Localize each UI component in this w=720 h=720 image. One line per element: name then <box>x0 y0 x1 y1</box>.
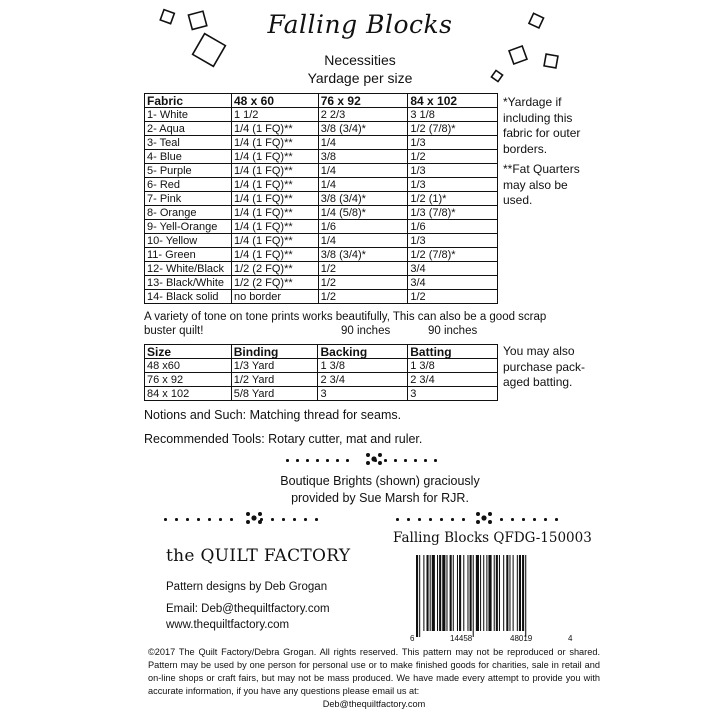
section-heading: Necessities <box>324 52 396 68</box>
table-cell: 3/8 (3/4)* <box>318 248 408 262</box>
barcode-bar <box>509 555 510 631</box>
table-cell: 2 2/3 <box>318 108 408 122</box>
table-cell: 8- Orange <box>145 206 232 220</box>
table-cell: 14- Black solid <box>145 290 232 304</box>
table-cell: 1/3 (7/8)* <box>408 206 498 220</box>
table-cell: 1/2 (2 FQ)** <box>231 276 318 290</box>
barcode-bar <box>437 555 438 631</box>
table-cell: 3/8 (3/4)* <box>318 122 408 136</box>
fabric-row <box>145 150 498 164</box>
pattern-id: Falling Blocks QFDG-150003 <box>393 530 592 546</box>
barcode-bar <box>457 555 458 631</box>
barcode-bar <box>432 555 435 631</box>
barcode-bar <box>499 555 500 631</box>
table-header-row <box>145 345 498 359</box>
barcode-bar <box>513 555 514 631</box>
table-cell: 1/4 (1 FQ)** <box>231 122 318 136</box>
notions-line: Notions and Such: Matching thread for seams. <box>144 408 402 422</box>
table-cell: 1/4 <box>318 164 408 178</box>
batting-width-label: 90 inches <box>428 325 478 337</box>
barcode-bar <box>450 555 452 631</box>
table-cell: 1/4 (5/8)* <box>318 206 408 220</box>
barcode-bar <box>488 555 491 631</box>
table-cell: 1/4 (1 FQ)** <box>231 248 318 262</box>
table-cell: 1 3/8 <box>408 359 498 373</box>
fabric-row <box>145 164 498 178</box>
table-cell: no border <box>231 290 318 304</box>
table-cell: 1/2 <box>318 290 408 304</box>
table-cell: 1/4 (1 FQ)** <box>231 220 318 234</box>
section-subheading: Yardage per size <box>307 70 413 86</box>
barcode-bar <box>427 555 429 631</box>
barcode-bar <box>419 555 420 637</box>
table-cell: 1/4 (1 FQ)** <box>231 164 318 178</box>
column-header: Size <box>145 345 232 359</box>
table-cell: 1/6 <box>408 220 498 234</box>
table-cell: 3/4 <box>408 262 498 276</box>
variety-paragraph: A variety of tone on tone prints works beautifully, This can also be a good scrap buster quilt! <box>144 311 547 337</box>
fabric-row <box>145 206 498 220</box>
fabric-row <box>145 220 498 234</box>
table-cell: 3/8 (3/4)* <box>318 192 408 206</box>
barcode-bar <box>506 555 508 631</box>
barcode-bar <box>459 555 461 631</box>
barcode-bar <box>467 555 468 631</box>
copyright-footer: ©2017 The Quilt Factory/Debra Grogan. All rights reserved. This pattern may not be reproduced or shared. Pattern may be used by one person for personal use or to make finished goods for charities, sale in retail and on-line shops or craft fairs, but may not be mass produced. We have made every attempt to provide you with accurate information, if you have any questions please email us at: Deb@thequiltfactory.com <box>148 647 600 709</box>
column-header: Backing <box>318 345 408 359</box>
barcode-bar <box>463 555 464 631</box>
ornament-divider <box>286 455 436 465</box>
table-cell: 1/2 (2 FQ)** <box>231 262 318 276</box>
column-header: 76 x 92 <box>318 94 408 108</box>
yardage-note: *Yardage if including this fabric for outer borders. <box>503 95 581 156</box>
table-cell: 1/2 <box>318 262 408 276</box>
backing-width-label: 90 inches <box>341 325 391 337</box>
flower-ornament-icon <box>244 511 264 525</box>
fabric-row <box>145 108 498 122</box>
fabric-row <box>145 178 498 192</box>
table-cell: 1/4 (1 FQ)** <box>231 234 318 248</box>
table-cell: 1/2 (7/8)* <box>408 122 498 136</box>
brand-logo: the QUILT FACTORY <box>166 546 351 566</box>
table-cell: 1/3 <box>408 178 498 192</box>
sizes-table <box>144 344 498 401</box>
table-cell: 1/2 <box>408 290 498 304</box>
barcode-bar <box>473 555 474 637</box>
fabric-row <box>145 122 498 136</box>
barcode-bar <box>517 555 518 631</box>
table-cell: 9- Yell-Orange <box>145 220 232 234</box>
barcode-bar <box>486 555 487 631</box>
table-header-row <box>145 94 498 108</box>
designer-line: Pattern designs by Deb Grogan <box>166 581 328 593</box>
table-cell: 1/2 <box>408 150 498 164</box>
flower-ornament-icon <box>474 511 494 525</box>
fabric-row <box>145 276 498 290</box>
table-cell: 1/4 (1 FQ)** <box>231 178 318 192</box>
fabric-row <box>145 290 498 304</box>
table-cell: 1/4 <box>318 234 408 248</box>
column-header: Fabric <box>145 94 232 108</box>
table-cell: 6- Red <box>145 178 232 192</box>
barcode-bar <box>503 555 504 631</box>
table-cell: 76 x 92 <box>145 373 232 387</box>
table-cell: 2 3/4 <box>408 373 498 387</box>
pattern-title: Falling Blocks <box>267 10 453 39</box>
table-cell: 5- Purple <box>145 164 232 178</box>
table-cell: 1/3 <box>408 136 498 150</box>
table-cell: 1/2 <box>318 276 408 290</box>
barcode-bar <box>439 555 441 631</box>
fabric-row <box>145 192 498 206</box>
table-cell: 5/8 Yard <box>231 387 318 401</box>
column-header: 84 x 102 <box>408 94 498 108</box>
table-cell: 3/8 <box>318 150 408 164</box>
table-cell: 4- Blue <box>145 150 232 164</box>
table-cell: 1 1/2 <box>231 108 318 122</box>
table-cell: 1/6 <box>318 220 408 234</box>
table-cell: 1/3 <box>408 164 498 178</box>
fabric-row <box>145 136 498 150</box>
barcode-bar <box>476 555 479 631</box>
table-cell: 1- White <box>145 108 232 122</box>
barcode-bar <box>423 555 424 631</box>
table-cell: 1/4 (1 FQ)** <box>231 206 318 220</box>
column-header: Binding <box>231 345 318 359</box>
table-cell: 1/2 (1)* <box>408 192 498 206</box>
yardage-table <box>144 93 498 304</box>
table-cell: 3 1/8 <box>408 108 498 122</box>
website-line: www.thequiltfactory.com <box>166 619 290 631</box>
fat-quarter-note: **Fat Quarters may also be used. <box>503 162 580 207</box>
email-line: Email: Deb@thequiltfactory.com <box>166 603 330 615</box>
table-cell: 11- Green <box>145 248 232 262</box>
barcode-icon <box>414 555 569 637</box>
column-header: 48 x 60 <box>231 94 318 108</box>
table-cell: 1/4 <box>318 178 408 192</box>
table-cell: 3- Teal <box>145 136 232 150</box>
table-cell: 1/2 Yard <box>231 373 318 387</box>
size-row <box>145 359 498 373</box>
table-cell: 1/3 <box>408 234 498 248</box>
batting-note: You may also purchase pack- aged batting. <box>503 344 586 389</box>
column-header: Batting <box>408 345 498 359</box>
table-cell: 3 <box>408 387 498 401</box>
table-cell: 7- Pink <box>145 192 232 206</box>
flower-ornament-icon <box>364 452 384 466</box>
barcode-bar <box>446 555 447 631</box>
footer-email: Deb@thequiltfactory.com <box>322 699 426 709</box>
barcode-bar <box>442 555 445 631</box>
barcode-bar <box>470 555 472 631</box>
table-cell: 1/2 (7/8)* <box>408 248 498 262</box>
barcode-bar <box>483 555 484 631</box>
barcode-bar <box>430 555 431 631</box>
tools-line: Recommended Tools: Rotary cutter, mat and ruler. <box>144 432 423 446</box>
barcode-bar <box>416 555 418 637</box>
fabric-row <box>145 262 498 276</box>
barcode-bar <box>496 555 498 631</box>
barcode-bar <box>522 555 524 631</box>
fabric-row <box>145 234 498 248</box>
barcode-bar <box>480 555 481 631</box>
table-cell: 1/4 (1 FQ)** <box>231 136 318 150</box>
barcode-bar <box>453 555 454 631</box>
size-row <box>145 373 498 387</box>
table-cell: 10- Yellow <box>145 234 232 248</box>
table-cell: 48 x60 <box>145 359 232 373</box>
table-cell: 1/4 (1 FQ)** <box>231 150 318 164</box>
table-cell: 3/4 <box>408 276 498 290</box>
fabric-row <box>145 248 498 262</box>
table-cell: 84 x 102 <box>145 387 232 401</box>
barcode-bar <box>494 555 495 631</box>
table-cell: 1/4 <box>318 136 408 150</box>
barcode-bar <box>525 555 526 637</box>
table-cell: 1/4 (1 FQ)** <box>231 192 318 206</box>
fabric-credit: Boutique Brights (shown) graciously provided by Sue Marsh for RJR. <box>280 474 480 505</box>
table-cell: 1 3/8 <box>318 359 408 373</box>
table-cell: 3 <box>318 387 408 401</box>
table-cell: 12- White/Black <box>145 262 232 276</box>
table-cell: 1/3 Yard <box>231 359 318 373</box>
table-cell: 13- Black/White <box>145 276 232 290</box>
size-row <box>145 387 498 401</box>
table-cell: 2 3/4 <box>318 373 408 387</box>
barcode-bar <box>519 555 521 631</box>
table-cell: 2- Aqua <box>145 122 232 136</box>
